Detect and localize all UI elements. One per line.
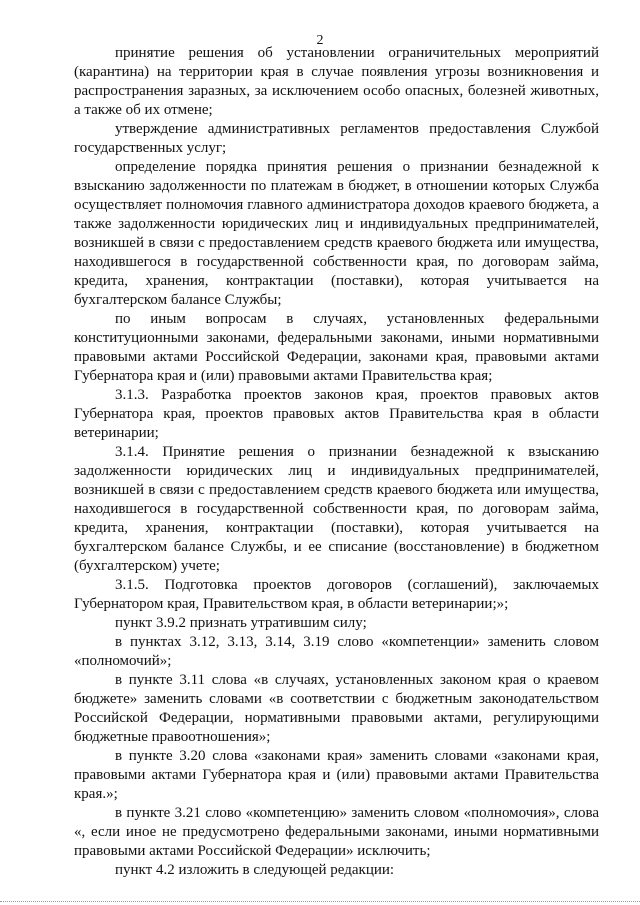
page-number: 2: [316, 33, 324, 48]
paragraph-3-1-3: 3.1.3. Разработка проектов законов края, проектов правовых актов Губернатора края, проектов правовых актов Правительства края в области ветеринарии;: [74, 387, 599, 441]
paragraph-3-1-5: 3.1.5. Подготовка проектов договоров (соглашений), заключаемых Губернатором края, Правительством края, в области ветеринарии;»;: [74, 577, 599, 612]
paragraph-3-1-4: 3.1.4. Принятие решения о признании безнадежной к взысканию задолженности юридических лиц и индивидуальных предпринимателей, возникшей в связи с предоставлением средств краевого бюджета или имущества, находившегося в государственной собственности края, по договорам займа, кредита, хранения, контрактации (поставки), которая учитывается на бухгалтерском балансе Службы, и ее списание (восстановление) в бюджетном (бухгалтерском) учете;: [74, 444, 599, 574]
paragraph-4-2: пункт 4.2 изложить в следующей редакции:: [115, 862, 395, 878]
scan-edge-line: [0, 901, 640, 903]
paragraph-3-11: в пункте 3.11 слова «в случаях, установленных законом края о краевом бюджете» заменить словами «в соответствии с бюджетным законодательством Российской Федерации, нормативными правовыми актами, регулирующими бюджетные правоотношения»;: [74, 672, 599, 745]
paragraph-other-matters: по иным вопросам в случаях, установленных федеральными конституционными законами, федеральными законами, иными нормативными правовыми актами Российской Федерации, законами края, правовыми актами Губернатора края и (или) правовыми актами Правительства края;: [74, 311, 599, 384]
paragraph-3-20: в пункте 3.20 слова «законами края» заменить словами «законами края, правовыми актами Губернатора края и (или) правовыми актами Правительства края.»;: [74, 748, 599, 802]
document-body: [74, 44, 599, 880]
paragraph-admin-regulations: утверждение административных регламентов предоставления Службой государственных услуг;: [74, 121, 599, 156]
paragraph-3-9-2: пункт 3.9.2 признать утратившим силу;: [115, 615, 367, 631]
paragraph-quarantine: принятие решения об установлении ограничительных мероприятий (карантина) на территории края в случае появления угрозы возникновения и распространения заразных, за исключением особо опасных, болезней животных, а также об их отмене;: [74, 45, 599, 118]
paragraph-3-21: в пункте 3.21 слово «компетенцию» заменить словом «полномочия», слова «, если иное не предусмотрено федеральными законами, иными нормативными правовыми актами Российской Федерации» исключить;: [74, 805, 599, 859]
paragraph-bad-debt-procedure: определение порядка принятия решения о признании безнадежной к взысканию задолженности по платежам в бюджет, в отношении которых Служба осуществляет полномочия главного администратора доходов краевого бюджета, а также задолженности юридических лиц и индивидуальных предпринимателей, возникшей в связи с предоставлением средств краевого бюджета или имущества, находившегося в государственной собственности края, по договорам займа, кредита, хранения, контрактации (поставки), которая учитывается на бухгалтерском балансе Службы;: [74, 159, 599, 308]
paragraph-3-12-3-19: в пунктах 3.12, 3.13, 3.14, 3.19 слово «компетенции» заменить словом «полномочий»;: [74, 634, 599, 669]
